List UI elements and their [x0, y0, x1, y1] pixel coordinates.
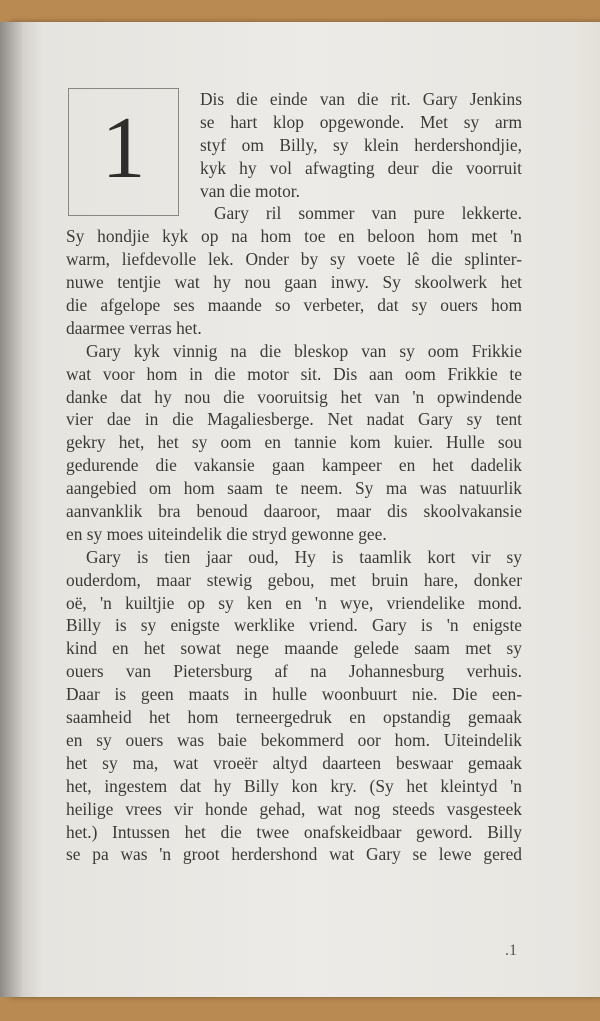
text-line: saamheid het hom terneergedruk en opstandig gemaak [66, 707, 522, 728]
text-line: oë, 'n kuiltjie op sy ken en 'n wye, vriendelike mond. [66, 592, 522, 613]
text-line: ouers van Pietersburg af na Johannesburg verhuis. [66, 661, 522, 682]
text-line: aangebied om hom saam te neem. Sy ma was natuurlik [66, 478, 522, 499]
text-line: nuwe tentjie wat hy nou gaan inwy. Sy skoolwerk het [66, 272, 522, 293]
text-line: daarmee verras het. [66, 317, 202, 338]
text-line: styf om Billy, sy klein herdershondjie, [200, 134, 522, 155]
text-line: het.) Intussen het die twee onafskeidbaar geword. Billy [66, 821, 522, 842]
text-line: kyk hy vol afwagting deur die voorruit [200, 157, 522, 178]
text-line: het, ingestem dat hy Billy kon kry. (Sy het kleintyd 'n [66, 775, 522, 796]
text-line: vier dae in die Magaliesberge. Net nadat Gary sy tent [66, 409, 522, 430]
text-line: ouderdom, maar stewig gebou, met bruin hare, donker [66, 569, 522, 590]
text-line: van die motor. [200, 180, 300, 201]
text-line: Sy hondjie kyk op na hom toe en beloon hom met 'n [66, 226, 522, 247]
text-line: warm, liefdevolle lek. Onder by sy voete lê die splinter- [66, 249, 522, 270]
text-line: heilige vrees vir honde gehad, wat nog steeds vasgesteek [66, 798, 522, 819]
chapter-number: 1 [101, 100, 146, 197]
text-line: Dis die einde van die rit. Gary Jenkins [200, 89, 522, 109]
text-line: kind en het sowat nege maande gelede saam met sy [66, 638, 522, 659]
text-line: die afgelope ses maande so verbeter, dat sy ouers hom [66, 295, 522, 316]
text-line: Billy is sy enigste werklike vriend. Gary is 'n enigste [66, 615, 522, 636]
text-line: Daar is geen maats in hulle woonbuurt nie. Die een- [66, 684, 522, 705]
text-line: wat voor hom in die motor sit. Dis aan oom Frikkie te [66, 363, 522, 384]
text-line: het sy ma, wat vroeër altyd daarteen beswaar gemaak [66, 752, 522, 773]
book-gutter [0, 22, 22, 997]
text-line: en sy ouers was baie bekommerd oor hom. Uiteindelik [66, 729, 522, 750]
text-line: Gary ril sommer van pure lekkerte. [214, 203, 522, 224]
text-line: gedurende die vakansie gaan kampeer en het dadelik [66, 455, 522, 476]
text-line: Gary is tien jaar oud, Hy is taamlik kort vir sy [86, 546, 522, 567]
page-number: .1 [505, 942, 517, 959]
text-line: aanvanklik bra benoud daaroor, maar dis skoolvakansie [66, 501, 522, 522]
text-line: se pa was 'n groot herdershond wat Gary se lewe gered [66, 844, 522, 865]
text-line: gekry het, het sy oom en tannie kom kuier. Hulle sou [66, 432, 522, 453]
text-line: en sy moes uiteindelik die stryd gewonne gee. [66, 523, 387, 544]
text-line: danke dat hy nou die vooruitsig het van 'n opwindende [66, 386, 522, 407]
text-line: se hart klop opgewonde. Met sy arm [200, 111, 522, 132]
text-line: Gary kyk vinnig na die bleskop van sy oom Frikkie [86, 340, 522, 361]
body-text [66, 88, 522, 866]
